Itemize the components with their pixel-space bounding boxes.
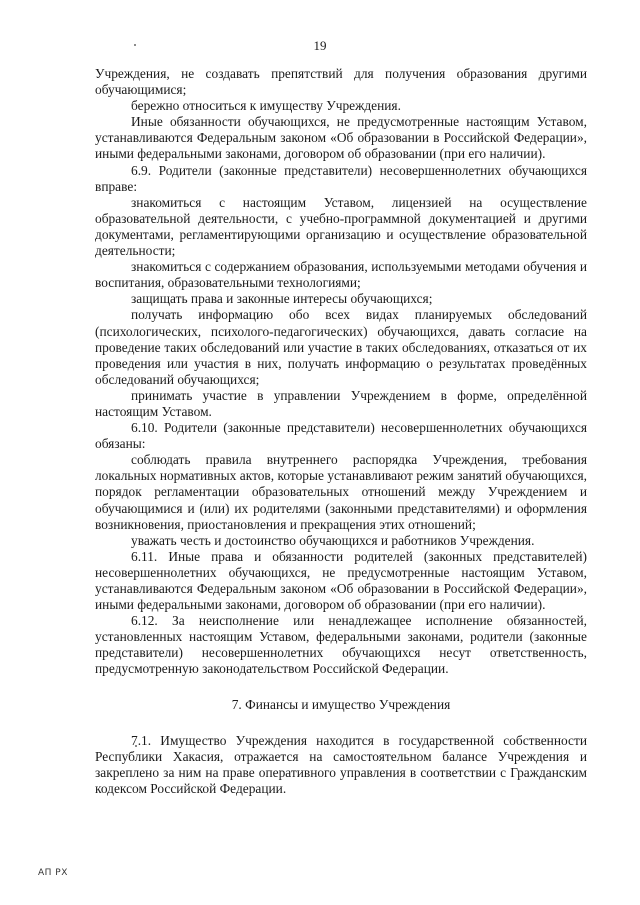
paragraph: соблюдать правила внутреннего распорядка Учреждения, требования локальных нормативных актов, которые устанавливают режим занятий обучающихся, порядок регламентации образовательных отношений между Учреждением и обучающимися и (или) их родителями (законными представителями) и оформления возникновения, приостановления и прекращения этих отношений;: [95, 452, 587, 532]
paragraph: 6.12. За неисполнение или ненадлежащее исполнение обязанностей, установленных настоящим Уставом, федеральными законами, родители (законные представители) несовершеннолетних обучающихся несут ответственность, предусмотренную законодательством Российской Федерации.: [95, 613, 587, 677]
paragraph: знакомиться с настоящим Уставом, лицензией на осуществление образовательной деятельности, с учебно-программной документацией и другими документами, регламентирующими организацию и осуществление образовательной деятельности;: [95, 194, 587, 259]
section-paragraph-list: [95, 733, 587, 797]
paragraph: Иные обязанности обучающихся, не предусмотренные настоящим Уставом, устанавливаются Федеральным законом «Об образовании в Российской Федерации», иными федеральными законами, договором об образовании (при его наличии).: [95, 114, 587, 162]
paragraph: Учреждения, не создавать препятствий для получения образования другими обучающимися;: [95, 66, 587, 98]
section-heading: 7. Финансы и имущество Учреждения: [231, 696, 451, 712]
paragraph: 6.9. Родители (законные представители) несовершеннолетних обучающихся вправе:: [95, 162, 587, 194]
archive-stamp: АП РХ: [38, 868, 68, 878]
paragraph: 6.11. Иные права и обязанности родителей (законных представителей) несовершеннолетних обучающихся, не предусмотренные настоящим Уставом, устанавливаются Федеральным законом «Об образовании в Российской Федерации», иными федеральными законами, договором об образовании (при его наличии).: [95, 548, 587, 613]
paragraph: знакомиться с содержанием образования, используемыми методами обучения и воспитания, образовательными технологиями;: [95, 259, 587, 291]
paragraph: 7.1. Имущество Учреждения находится в государственной собственности Республики Хакасия, отражается на самостоятельном балансе Учреждения и закреплено за ним на праве оперативного управления в соответствии с Гражданским кодексом Российской Федерации.: [95, 732, 587, 796]
page-number: 19: [313, 38, 327, 53]
paragraph: бережно относиться к имуществу Учреждения.: [131, 98, 401, 114]
paragraph: защищать права и законные интересы обучающихся;: [131, 291, 433, 307]
paragraph: получать информацию обо всех видах планируемых обследований (психологических, психолого-педагогических) обучающихся, давать согласие на проведение таких обследований или участие в таких обследованиях, отказаться от их проведения или участия в них, получать информацию о результатах проведённых обследований обучающихся;: [95, 307, 587, 387]
document-body: [95, 66, 587, 797]
paragraph: 6.10. Родители (законные представители) несовершеннолетних обучающихся обязаны:: [95, 420, 587, 452]
paragraph: принимать участие в управлении Учреждением в форме, определённой настоящим Уставом.: [95, 387, 587, 419]
paragraph: уважать честь и достоинство обучающихся и работников Учреждения.: [131, 532, 535, 548]
paragraph-list: [95, 66, 587, 678]
